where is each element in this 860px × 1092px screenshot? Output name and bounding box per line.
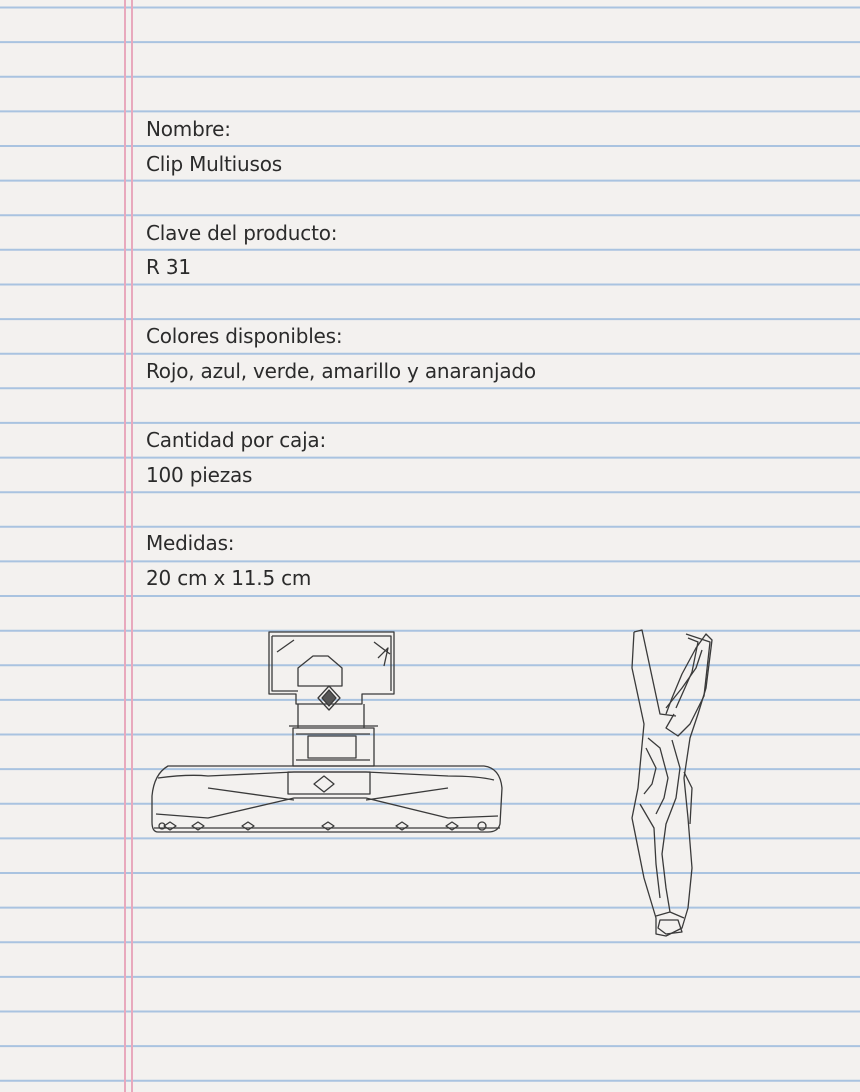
cantidad-value: 100 piezas	[146, 463, 253, 487]
margin-line-right	[131, 0, 133, 1092]
clip-front-sketch	[148, 628, 508, 840]
medidas-label: Medidas:	[146, 531, 235, 555]
colores-value: Rojo, azul, verde, amarillo y anaranjado	[146, 359, 536, 383]
medidas-value: 20 cm x 11.5 cm	[146, 566, 312, 590]
nombre-label: Nombre:	[146, 117, 231, 141]
clip-side-sketch	[626, 628, 718, 940]
clave-label: Clave del producto:	[146, 221, 338, 245]
margin-line-left	[124, 0, 126, 1092]
cantidad-label: Cantidad por caja:	[146, 428, 327, 452]
colores-label: Colores disponibles:	[146, 324, 343, 348]
nombre-value: Clip Multiusos	[146, 152, 282, 176]
clave-value: R 31	[146, 255, 191, 279]
